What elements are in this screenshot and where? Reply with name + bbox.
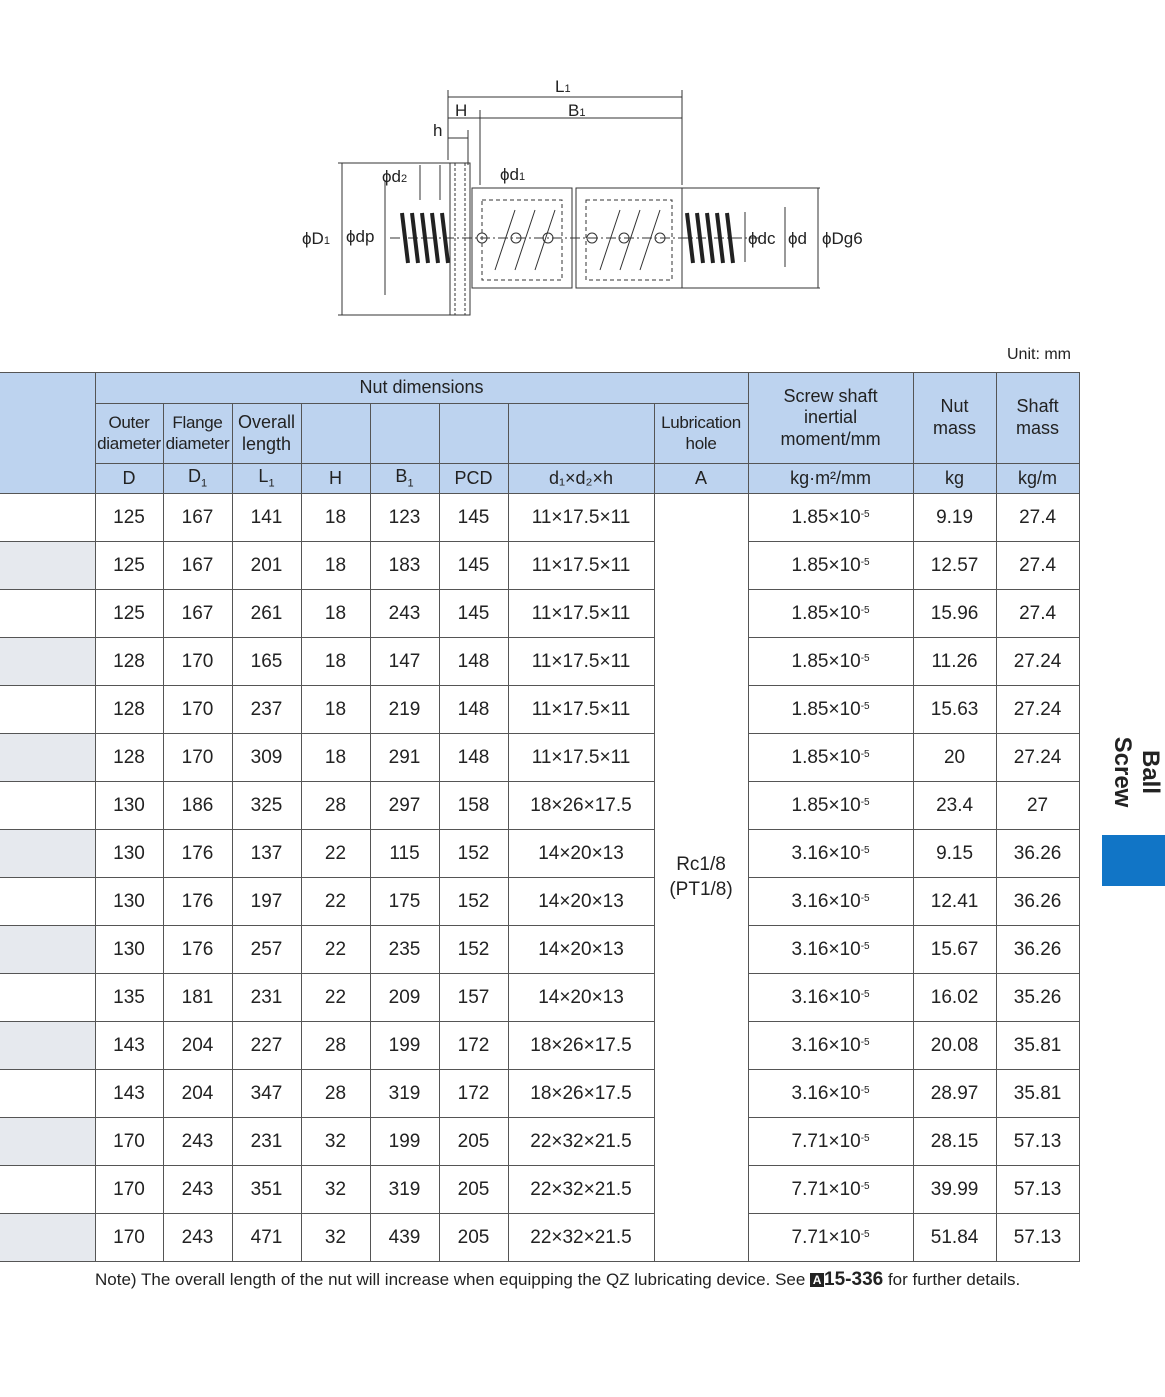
cell-d1: 170	[163, 638, 232, 686]
cell-l1: 351	[232, 1166, 301, 1214]
row-model-cell	[0, 782, 95, 830]
cell-nut-mass: 9.19	[913, 494, 996, 542]
cell-d: 143	[95, 1070, 163, 1118]
row-model-cell	[0, 974, 95, 1022]
cell-d1: 170	[163, 734, 232, 782]
unit-shaft-mass: kg/m	[996, 464, 1079, 494]
cell-h: 18	[301, 734, 370, 782]
symbol-D: D	[95, 464, 163, 494]
cell-d: 128	[95, 638, 163, 686]
header-lubrication-hole: Lubrication hole	[654, 404, 748, 464]
cell-dxh: 11×17.5×11	[508, 638, 654, 686]
label-d2: ϕd2	[382, 167, 408, 186]
cell-b1: 115	[370, 830, 439, 878]
cell-shaft-mass: 27.24	[996, 686, 1079, 734]
cell-d: 170	[95, 1166, 163, 1214]
cell-dxh: 11×17.5×11	[508, 590, 654, 638]
cell-inertia: $1.85\times 10^{-5}$	[748, 542, 913, 590]
cell-dxh: 14×20×13	[508, 974, 654, 1022]
cell-pcd: 172	[439, 1022, 508, 1070]
table-row	[0, 1070, 1079, 1118]
cell-dxh: 14×20×13	[508, 830, 654, 878]
table-row	[0, 926, 1079, 974]
cell-inertia: $1.85\times 10^{-5}$	[748, 638, 913, 686]
symbol-B1: $B_1$	[370, 464, 439, 494]
cell-nut-mass: 16.02	[913, 974, 996, 1022]
table-row	[0, 542, 1079, 590]
row-model-cell	[0, 638, 95, 686]
cell-d: 130	[95, 926, 163, 974]
cell-inertia: $3.16\times 10^{-5}$	[748, 974, 913, 1022]
label-dc: ϕdc	[748, 229, 776, 248]
cell-l1: 231	[232, 974, 301, 1022]
cell-pcd: 152	[439, 878, 508, 926]
table-row	[0, 494, 1079, 542]
cell-d: 130	[95, 830, 163, 878]
cell-nut-mass: 9.15	[913, 830, 996, 878]
row-model-cell	[0, 734, 95, 782]
cell-d1: 243	[163, 1118, 232, 1166]
cell-nut-mass: 51.84	[913, 1214, 996, 1262]
cell-inertia: $3.16\times 10^{-5}$	[748, 1070, 913, 1118]
cell-h: 18	[301, 590, 370, 638]
cell-l1: 347	[232, 1070, 301, 1118]
label-d1: ϕd1	[500, 165, 526, 184]
cell-b1: 209	[370, 974, 439, 1022]
label-l1: L1	[555, 77, 571, 96]
symbol-A: A	[654, 464, 748, 494]
row-model-cell	[0, 686, 95, 734]
cell-inertia: $3.16\times 10^{-5}$	[748, 878, 913, 926]
header-flange-diameter: Flange diameter	[163, 404, 232, 464]
page-ref-link[interactable]: 15-336	[824, 1269, 884, 1290]
cell-h: 32	[301, 1214, 370, 1262]
cell-nut-mass: 15.63	[913, 686, 996, 734]
unit-inertia: kg·m²/mm	[748, 464, 913, 494]
table-row	[0, 782, 1079, 830]
table-row	[0, 1166, 1079, 1214]
cell-dxh: 18×26×17.5	[508, 1022, 654, 1070]
cell-shaft-mass: 27.4	[996, 494, 1079, 542]
cell-l1: 197	[232, 878, 301, 926]
cell-pcd: 172	[439, 1070, 508, 1118]
cell-inertia: $3.16\times 10^{-5}$	[748, 1022, 913, 1070]
header-overall-length: Overall length	[232, 404, 301, 464]
cell-inertia: $7.71\times 10^{-5}$	[748, 1214, 913, 1262]
cell-b1: 243	[370, 590, 439, 638]
table-row	[0, 638, 1079, 686]
cell-inertia: $7.71\times 10^{-5}$	[748, 1166, 913, 1214]
cell-shaft-mass: 27.4	[996, 590, 1079, 638]
cell-inertia: $3.16\times 10^{-5}$	[748, 926, 913, 974]
cell-pcd: 157	[439, 974, 508, 1022]
cell-inertia: $1.85\times 10^{-5}$	[748, 590, 913, 638]
cell-nut-mass: 20.08	[913, 1022, 996, 1070]
cell-dxh: 11×17.5×11	[508, 686, 654, 734]
cell-nut-mass: 11.26	[913, 638, 996, 686]
cell-inertia: $1.85\times 10^{-5}$	[748, 494, 913, 542]
cell-lubrication-hole: Rc1/8 (PT1/8)	[654, 494, 748, 1262]
cell-dxh: 22×32×21.5	[508, 1118, 654, 1166]
cell-shaft-mass: 57.13	[996, 1214, 1079, 1262]
cell-nut-mass: 20	[913, 734, 996, 782]
cell-shaft-mass: 36.26	[996, 926, 1079, 974]
row-model-cell	[0, 1118, 95, 1166]
table-row	[0, 1214, 1079, 1262]
cell-dxh: 11×17.5×11	[508, 734, 654, 782]
cell-nut-mass: 23.4	[913, 782, 996, 830]
cell-l1: 261	[232, 590, 301, 638]
cell-d: 125	[95, 590, 163, 638]
cell-d1: 204	[163, 1022, 232, 1070]
footnote: Note) The overall length of the nut will increase when equipping the QZ lubricating device. See A 15-336 for further details.	[95, 1269, 1021, 1290]
symbol-D1: $D_1$	[163, 464, 232, 494]
symbol-L1: $L_1$	[232, 464, 301, 494]
cell-pcd: 205	[439, 1118, 508, 1166]
cell-b1: 199	[370, 1118, 439, 1166]
cell-d1: 176	[163, 926, 232, 974]
cell-d1: 186	[163, 782, 232, 830]
cell-l1: 309	[232, 734, 301, 782]
cell-shaft-mass: 35.26	[996, 974, 1079, 1022]
table-row	[0, 1022, 1079, 1070]
cell-l1: 165	[232, 638, 301, 686]
cell-pcd: 145	[439, 542, 508, 590]
cell-pcd: 145	[439, 494, 508, 542]
cell-pcd: 148	[439, 638, 508, 686]
cell-dxh: 11×17.5×11	[508, 542, 654, 590]
cell-nut-mass: 15.67	[913, 926, 996, 974]
cell-d1: 170	[163, 686, 232, 734]
cell-nut-mass: 12.57	[913, 542, 996, 590]
cell-l1: 237	[232, 686, 301, 734]
cell-h: 22	[301, 830, 370, 878]
row-model-cell	[0, 878, 95, 926]
cell-d: 125	[95, 542, 163, 590]
unit-nut-mass: kg	[913, 464, 996, 494]
table-row	[0, 1118, 1079, 1166]
table-row	[0, 686, 1079, 734]
cell-l1: 257	[232, 926, 301, 974]
cell-d: 170	[95, 1214, 163, 1262]
cell-b1: 291	[370, 734, 439, 782]
header-blank	[0, 373, 95, 494]
label-dg6: ϕDg6	[822, 229, 863, 248]
cell-l1: 231	[232, 1118, 301, 1166]
cell-inertia: $7.71\times 10^{-5}$	[748, 1118, 913, 1166]
cell-pcd: 152	[439, 830, 508, 878]
diagram-svg	[290, 70, 890, 320]
row-model-cell	[0, 494, 95, 542]
header-outer-diameter: Outer diameter	[95, 404, 163, 464]
cell-d: 130	[95, 878, 163, 926]
cell-dxh: 14×20×13	[508, 926, 654, 974]
cell-inertia: $1.85\times 10^{-5}$	[748, 782, 913, 830]
table-row	[0, 734, 1079, 782]
cell-b1: 147	[370, 638, 439, 686]
row-model-cell	[0, 926, 95, 974]
side-section-label: Ball Screw	[1109, 736, 1164, 808]
cell-l1: 141	[232, 494, 301, 542]
cell-h: 28	[301, 782, 370, 830]
cell-dxh: 14×20×13	[508, 878, 654, 926]
cell-pcd: 205	[439, 1214, 508, 1262]
cell-shaft-mass: 36.26	[996, 830, 1079, 878]
cell-shaft-mass: 27.24	[996, 734, 1079, 782]
header-nut-mass: Nut mass	[913, 373, 996, 464]
cell-d1: 167	[163, 590, 232, 638]
cell-l1: 471	[232, 1214, 301, 1262]
section-tab[interactable]	[1102, 835, 1165, 886]
cell-d: 128	[95, 686, 163, 734]
cell-pcd: 148	[439, 734, 508, 782]
cell-h: 32	[301, 1118, 370, 1166]
nut-dimensions-table	[0, 372, 1080, 1262]
cell-inertia: $1.85\times 10^{-5}$	[748, 734, 913, 782]
cell-b1: 199	[370, 1022, 439, 1070]
symbol-H: H	[301, 464, 370, 494]
cell-h: 22	[301, 878, 370, 926]
cell-shaft-mass: 27	[996, 782, 1079, 830]
header-pcd-empty	[439, 404, 508, 464]
cell-h: 22	[301, 974, 370, 1022]
cell-d1: 181	[163, 974, 232, 1022]
cell-shaft-mass: 36.26	[996, 878, 1079, 926]
cell-pcd: 158	[439, 782, 508, 830]
cell-shaft-mass: 35.81	[996, 1070, 1079, 1118]
cell-d1: 204	[163, 1070, 232, 1118]
label-b1: B1	[568, 101, 586, 120]
row-model-cell	[0, 830, 95, 878]
table-body	[0, 494, 1079, 1262]
cell-h: 32	[301, 1166, 370, 1214]
cell-b1: 319	[370, 1070, 439, 1118]
label-D1: ϕD1	[302, 229, 330, 248]
header-shaft-mass: Shaft mass	[996, 373, 1079, 464]
header-screw-shaft-inertia: Screw shaft inertial moment/mm	[748, 373, 913, 464]
table-row	[0, 590, 1079, 638]
cell-pcd: 152	[439, 926, 508, 974]
cell-shaft-mass: 57.13	[996, 1166, 1079, 1214]
cell-dxh: 18×26×17.5	[508, 1070, 654, 1118]
cell-b1: 319	[370, 1166, 439, 1214]
cell-d1: 243	[163, 1214, 232, 1262]
label-h-upper: H	[455, 101, 468, 120]
cell-d: 128	[95, 734, 163, 782]
cell-dxh: 22×32×21.5	[508, 1214, 654, 1262]
cell-shaft-mass: 27.4	[996, 542, 1079, 590]
cell-d1: 176	[163, 878, 232, 926]
cell-d: 135	[95, 974, 163, 1022]
cell-h: 28	[301, 1022, 370, 1070]
table-row	[0, 878, 1079, 926]
cell-d1: 167	[163, 542, 232, 590]
cell-dxh: 18×26×17.5	[508, 782, 654, 830]
cell-h: 22	[301, 926, 370, 974]
cell-d1: 167	[163, 494, 232, 542]
header-dxh-empty	[508, 404, 654, 464]
cell-pcd: 145	[439, 590, 508, 638]
page-ref-icon: A	[810, 1273, 824, 1287]
cell-nut-mass: 12.41	[913, 878, 996, 926]
cell-h: 18	[301, 638, 370, 686]
cell-d: 143	[95, 1022, 163, 1070]
cell-shaft-mass: 35.81	[996, 1022, 1079, 1070]
cell-nut-mass: 15.96	[913, 590, 996, 638]
cell-inertia: $1.85\times 10^{-5}$	[748, 686, 913, 734]
header-h-empty	[301, 404, 370, 464]
cell-b1: 183	[370, 542, 439, 590]
ball-screw-nut-diagram	[290, 70, 890, 320]
cell-b1: 235	[370, 926, 439, 974]
row-model-cell	[0, 1166, 95, 1214]
cell-inertia: $3.16\times 10^{-5}$	[748, 830, 913, 878]
cell-h: 28	[301, 1070, 370, 1118]
cell-b1: 439	[370, 1214, 439, 1262]
cell-b1: 175	[370, 878, 439, 926]
cell-d1: 176	[163, 830, 232, 878]
cell-l1: 137	[232, 830, 301, 878]
row-model-cell	[0, 590, 95, 638]
row-model-cell	[0, 1214, 95, 1262]
cell-pcd: 148	[439, 686, 508, 734]
cell-pcd: 205	[439, 1166, 508, 1214]
cell-d: 130	[95, 782, 163, 830]
cell-nut-mass: 28.97	[913, 1070, 996, 1118]
cell-l1: 325	[232, 782, 301, 830]
label-d: ϕd	[788, 229, 807, 248]
cell-d: 125	[95, 494, 163, 542]
cell-l1: 201	[232, 542, 301, 590]
cell-d: 170	[95, 1118, 163, 1166]
cell-h: 18	[301, 494, 370, 542]
cell-h: 18	[301, 686, 370, 734]
cell-d1: 243	[163, 1166, 232, 1214]
cell-dxh: 22×32×21.5	[508, 1166, 654, 1214]
symbol-PCD: PCD	[439, 464, 508, 494]
cell-nut-mass: 39.99	[913, 1166, 996, 1214]
cell-dxh: 11×17.5×11	[508, 494, 654, 542]
unit-label: Unit: mm	[1007, 346, 1071, 363]
row-model-cell	[0, 1070, 95, 1118]
label-dp: ϕdp	[346, 227, 375, 246]
cell-nut-mass: 28.15	[913, 1118, 996, 1166]
cell-b1: 219	[370, 686, 439, 734]
cell-shaft-mass: 57.13	[996, 1118, 1079, 1166]
cell-l1: 227	[232, 1022, 301, 1070]
cell-b1: 123	[370, 494, 439, 542]
header-b1-empty	[370, 404, 439, 464]
symbol-dxh: d₁×d₂×h	[508, 464, 654, 494]
table-row	[0, 974, 1079, 1022]
row-model-cell	[0, 1022, 95, 1070]
cell-shaft-mass: 27.24	[996, 638, 1079, 686]
header-nut-dimensions: Nut dimensions	[95, 373, 748, 404]
row-model-cell	[0, 542, 95, 590]
table-row	[0, 830, 1079, 878]
label-h-lower: h	[433, 121, 443, 140]
cell-b1: 297	[370, 782, 439, 830]
cell-h: 18	[301, 542, 370, 590]
